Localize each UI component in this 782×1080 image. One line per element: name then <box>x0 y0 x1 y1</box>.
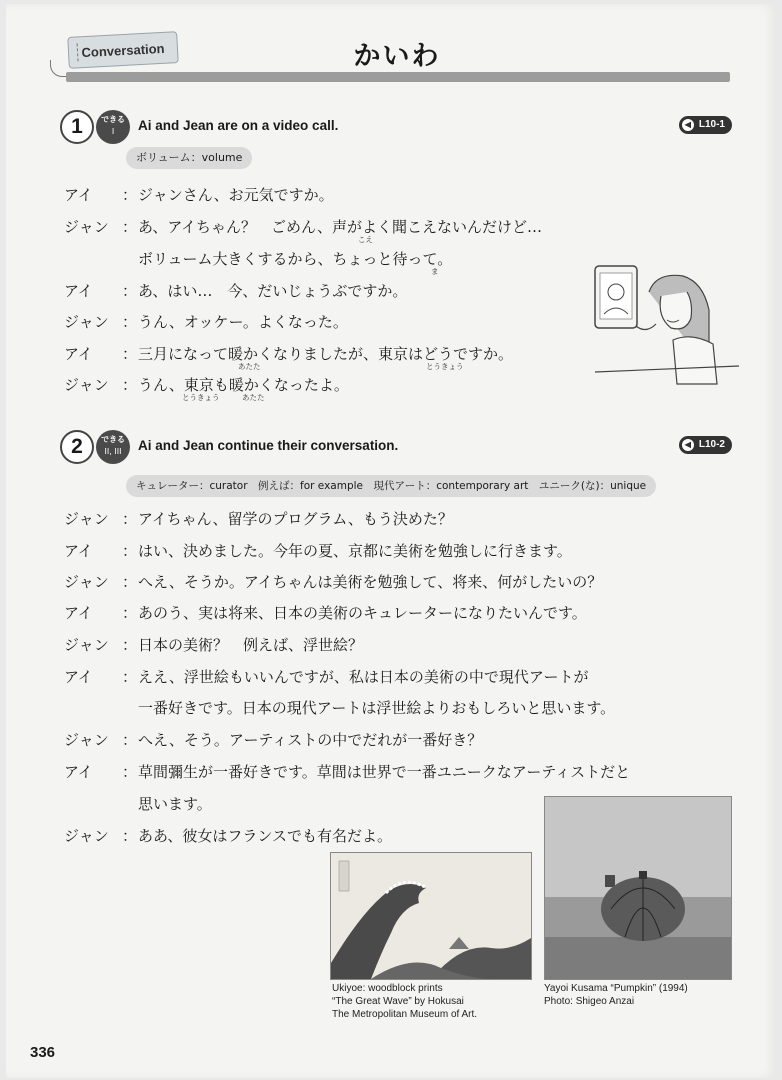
line-text: ああ、彼女はフランスでも有名だよ。 <box>138 827 392 845</box>
furigana: ま <box>431 267 439 276</box>
speaker: ジャン <box>64 636 109 654</box>
pumpkin-sculpture-image <box>544 796 732 980</box>
speaker: アイ <box>64 345 93 363</box>
vocab-box: ボリューム：volume <box>126 147 252 169</box>
section-1-header <box>60 110 732 144</box>
line-text: あ、はい… 今、だいじょうぶですか。 <box>138 282 408 300</box>
speaker: ジャン <box>64 827 109 845</box>
audio-label: L10-1 <box>698 119 725 130</box>
speaker: ジャン <box>64 573 109 591</box>
line-text: へえ、そうか。アイちゃんは美術を勉強して、将来、何がしたいの？ <box>138 573 603 591</box>
colon: ： <box>122 636 138 654</box>
line-text: うん、東京も暖かくなったよ。 <box>138 376 349 394</box>
speaker: アイ <box>64 668 93 686</box>
colon: ： <box>122 186 138 204</box>
great-wave-image <box>330 852 532 980</box>
speaker: ジャン <box>64 218 109 236</box>
speaker: アイ <box>64 282 93 300</box>
line-text: ボリューム大きくするから、ちょっと待って。 <box>138 250 453 268</box>
great-wave-caption <box>332 982 477 1021</box>
textbook-page <box>6 4 776 1078</box>
line-text: へえ、そう。アーティストの中でだれが一番好き？ <box>138 731 483 749</box>
speaker: ジャン <box>64 510 109 528</box>
dekiru-level: II, III <box>104 447 122 456</box>
speaker: アイ <box>64 542 93 560</box>
section-title: Ai and Jean continue their conversation. <box>138 438 399 453</box>
caption-line: The Metropolitan Museum of Art. <box>332 1009 478 1020</box>
colon: ： <box>122 542 138 560</box>
line-text: ええ、浮世絵もいいんですが、私は日本の美術の中で現代アートが <box>138 668 589 686</box>
audio-label: L10-2 <box>698 439 725 450</box>
line-text: あ、アイちゃん？ ごめん、声がよく聞こえないんだけど… <box>138 218 542 236</box>
furigana: あたた <box>242 393 265 402</box>
speaker-icon: ◀ <box>682 119 694 131</box>
caption-line: “The Great Wave” by Hokusai <box>332 996 464 1007</box>
colon: ： <box>122 345 138 363</box>
speaker: アイ <box>64 763 93 781</box>
audio-track-button[interactable] <box>679 116 732 134</box>
colon: ： <box>122 573 138 591</box>
speaker-icon: ◀ <box>682 439 694 451</box>
line-text: うん、オッケー。よくなった。 <box>138 313 348 331</box>
title-bar <box>66 72 730 82</box>
pumpkin-caption <box>544 982 688 1008</box>
vocab-box: キュレーター：curator 例えば：for example 現代アート：contemporary art ユニーク(な)：unique <box>126 475 656 497</box>
line-text: 思います。 <box>138 795 212 813</box>
colon: ： <box>122 218 138 236</box>
video-call-illustration <box>591 262 741 387</box>
colon: ： <box>122 510 138 528</box>
dekiru-badge <box>96 430 130 464</box>
page-title: かいわ <box>353 41 441 72</box>
conversation-tag-label: Conversation <box>81 40 165 60</box>
colon: ： <box>122 763 138 781</box>
colon: ： <box>122 668 138 686</box>
dekiru-label: できる <box>101 435 125 444</box>
great-wave-drawing <box>331 853 531 979</box>
line-text: ジャンさん、お元気ですか。 <box>138 186 334 204</box>
colon: ： <box>122 376 138 394</box>
dekiru-label: できる <box>101 115 125 124</box>
line-text: 日本の美術？ 例えば、浮世絵？ <box>138 636 364 654</box>
colon: ： <box>122 604 138 622</box>
furigana: こえ <box>358 235 373 244</box>
caption-line: Photo: Shigeo Anzai <box>544 996 635 1007</box>
colon: ： <box>122 731 138 749</box>
section-number: 1 <box>60 110 94 144</box>
caption-line: Yayoi Kusama “Pumpkin” (1994) <box>544 983 688 994</box>
line-text: 草間彌生が一番好きです。草間は世界で一番ユニークなアーティストだと <box>138 763 631 781</box>
line-text: 三月になって暖かくなりましたが、東京はどうですか。 <box>138 345 514 363</box>
pumpkin-drawing <box>545 797 731 979</box>
speaker: ジャン <box>64 731 109 749</box>
line-text: 一番好きです。日本の現代アートは浮世絵よりおもしろいと思います。 <box>138 699 616 717</box>
section-title: Ai and Jean are on a video call. <box>138 118 339 133</box>
section-number: 2 <box>60 430 94 464</box>
dekiru-level: I <box>111 127 115 136</box>
audio-track-button[interactable] <box>679 436 732 454</box>
speaker: アイ <box>64 604 93 622</box>
dekiru-badge <box>96 110 130 144</box>
colon: ： <box>122 313 138 331</box>
line-text: あのう、実は将来、日本の美術のキュレーターになりたいんです。 <box>138 604 587 622</box>
line-text: はい、決めました。今年の夏、京都に美術を勉強しに行きます。 <box>138 542 572 560</box>
furigana: あたた <box>238 362 261 371</box>
furigana: とうきょう <box>426 362 464 371</box>
colon: ： <box>122 282 138 300</box>
section-2-header <box>60 430 732 464</box>
caption-line: Ukiyoe: woodblock prints <box>332 983 443 994</box>
line-text: アイちゃん、留学のプログラム、もう決めた？ <box>138 510 453 528</box>
speaker: ジャン <box>64 376 109 394</box>
speaker: ジャン <box>64 313 109 331</box>
colon: ： <box>122 827 138 845</box>
page-number: 336 <box>30 1044 56 1061</box>
speaker: アイ <box>64 186 93 204</box>
furigana: とうきょう <box>182 393 220 402</box>
